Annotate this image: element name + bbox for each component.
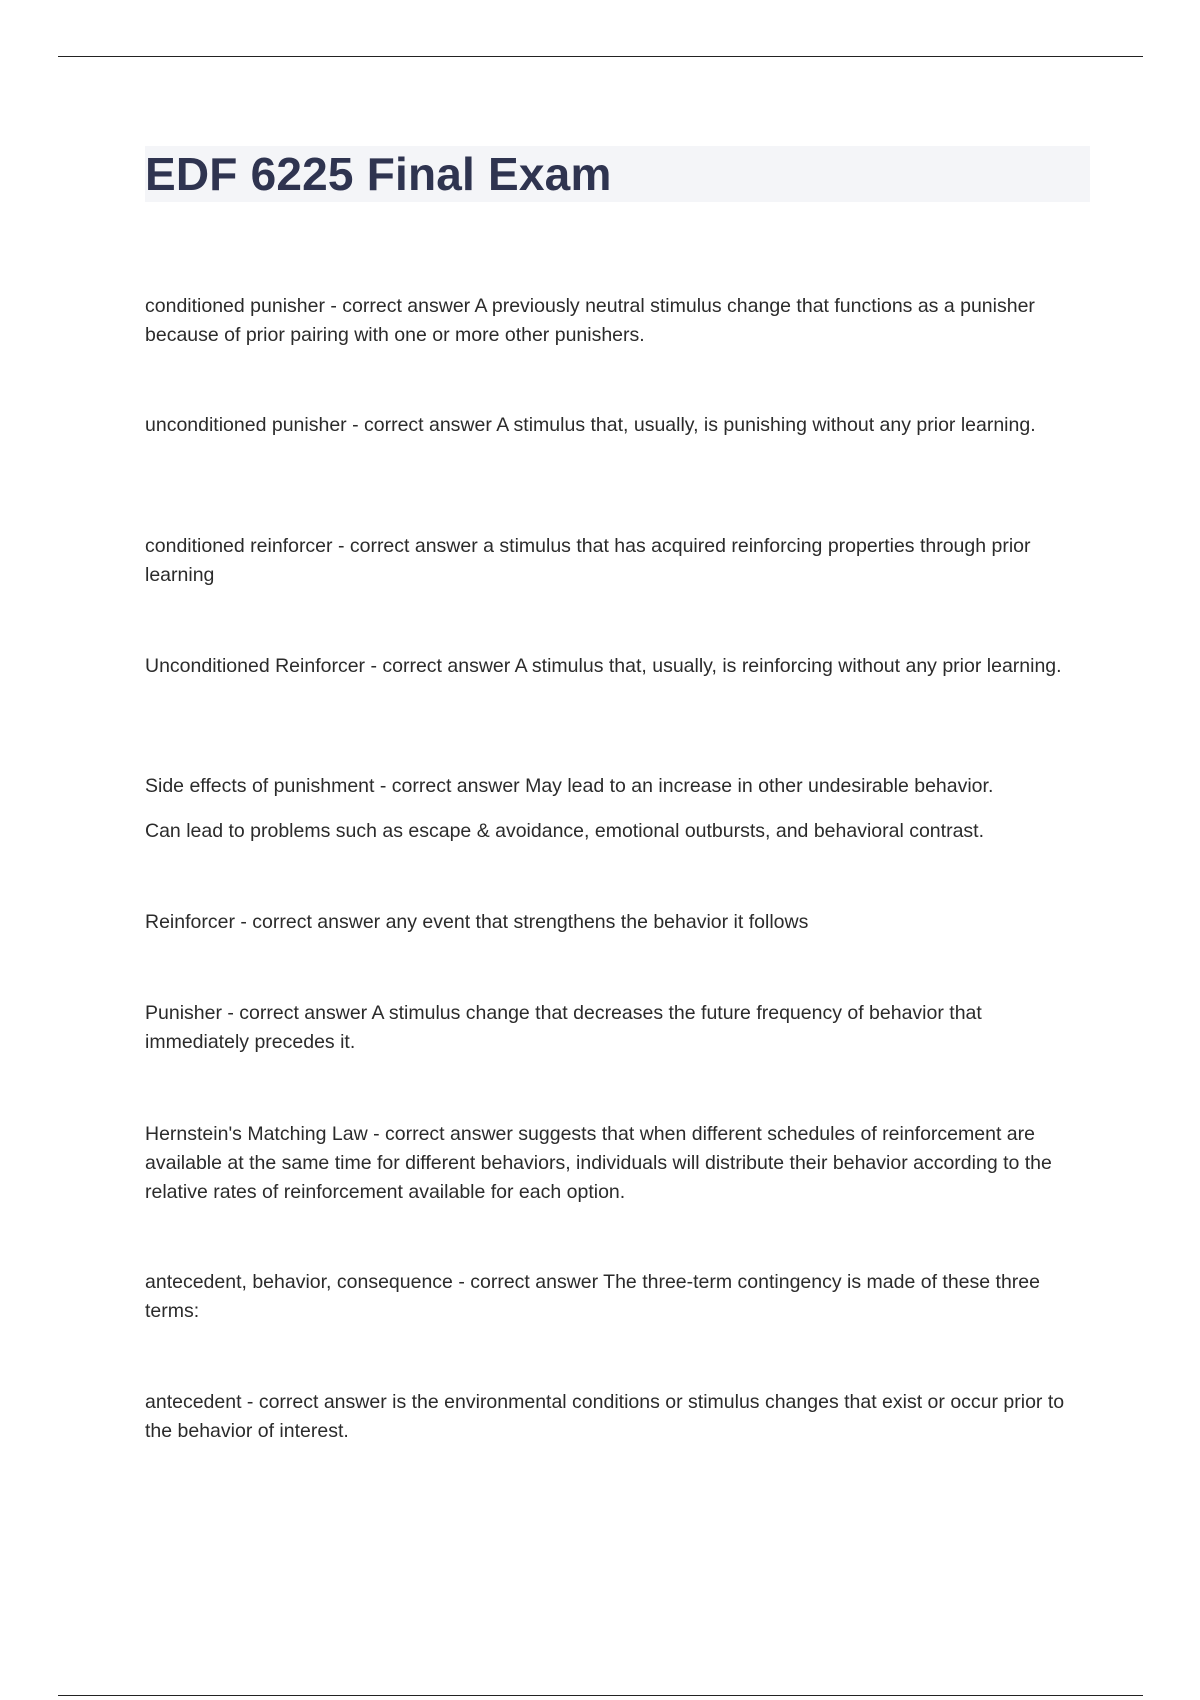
bottom-rule bbox=[58, 1695, 1143, 1696]
entry-text: Hernstein's Matching Law - correct answer suggests that when different schedules of reinforcement are available at the same time for different behaviors, individuals will distribute their behavior according to the relative rates of reinforcement available for each option. bbox=[145, 1123, 1052, 1203]
entry-unconditioned-punisher bbox=[145, 411, 1090, 440]
entry-reinforcer bbox=[145, 908, 1090, 937]
entry-text: Side effects of punishment - correct answer May lead to an increase in other undesirable behavior. bbox=[145, 775, 994, 797]
entry-conditioned-reinforcer bbox=[145, 532, 1090, 590]
entry-antecedent bbox=[145, 1388, 1090, 1446]
entry-side-effects-of-punishment bbox=[145, 772, 1090, 846]
entry-punisher bbox=[145, 999, 1090, 1057]
entry-text: unconditioned punisher - correct answer A stimulus that, usually, is punishing without any prior learning. bbox=[145, 414, 1036, 436]
top-rule bbox=[58, 56, 1143, 57]
entry-matching-law bbox=[145, 1120, 1090, 1207]
entry-unconditioned-reinforcer bbox=[145, 652, 1090, 681]
entry-text: conditioned reinforcer - correct answer a stimulus that has acquired reinforcing properties through prior learning bbox=[145, 535, 1031, 586]
entry-conditioned-punisher bbox=[145, 292, 1090, 350]
entry-text: Unconditioned Reinforcer - correct answer A stimulus that, usually, is reinforcing without any prior learning. bbox=[145, 655, 1062, 677]
page-title: EDF 6225 Final Exam bbox=[145, 148, 612, 200]
entry-text: Reinforcer - correct answer any event that strengthens the behavior it follows bbox=[145, 911, 809, 933]
entry-text: antecedent - correct answer is the environmental conditions or stimulus changes that exist or occur prior to the behavior of interest. bbox=[145, 1391, 1065, 1442]
entry-three-term-contingency bbox=[145, 1268, 1090, 1326]
entry-text-continued: Can lead to problems such as escape & avoidance, emotional outbursts, and behavioral contrast. bbox=[145, 820, 984, 842]
entry-text: antecedent, behavior, consequence - correct answer The three-term contingency is made of these three terms: bbox=[145, 1271, 1040, 1322]
entry-text: conditioned punisher - correct answer A previously neutral stimulus change that functions as a punisher because of prior pairing with one or more other punishers. bbox=[145, 295, 1035, 346]
entry-text: Punisher - correct answer A stimulus change that decreases the future frequency of behavior that immediately precedes it. bbox=[145, 1002, 982, 1053]
